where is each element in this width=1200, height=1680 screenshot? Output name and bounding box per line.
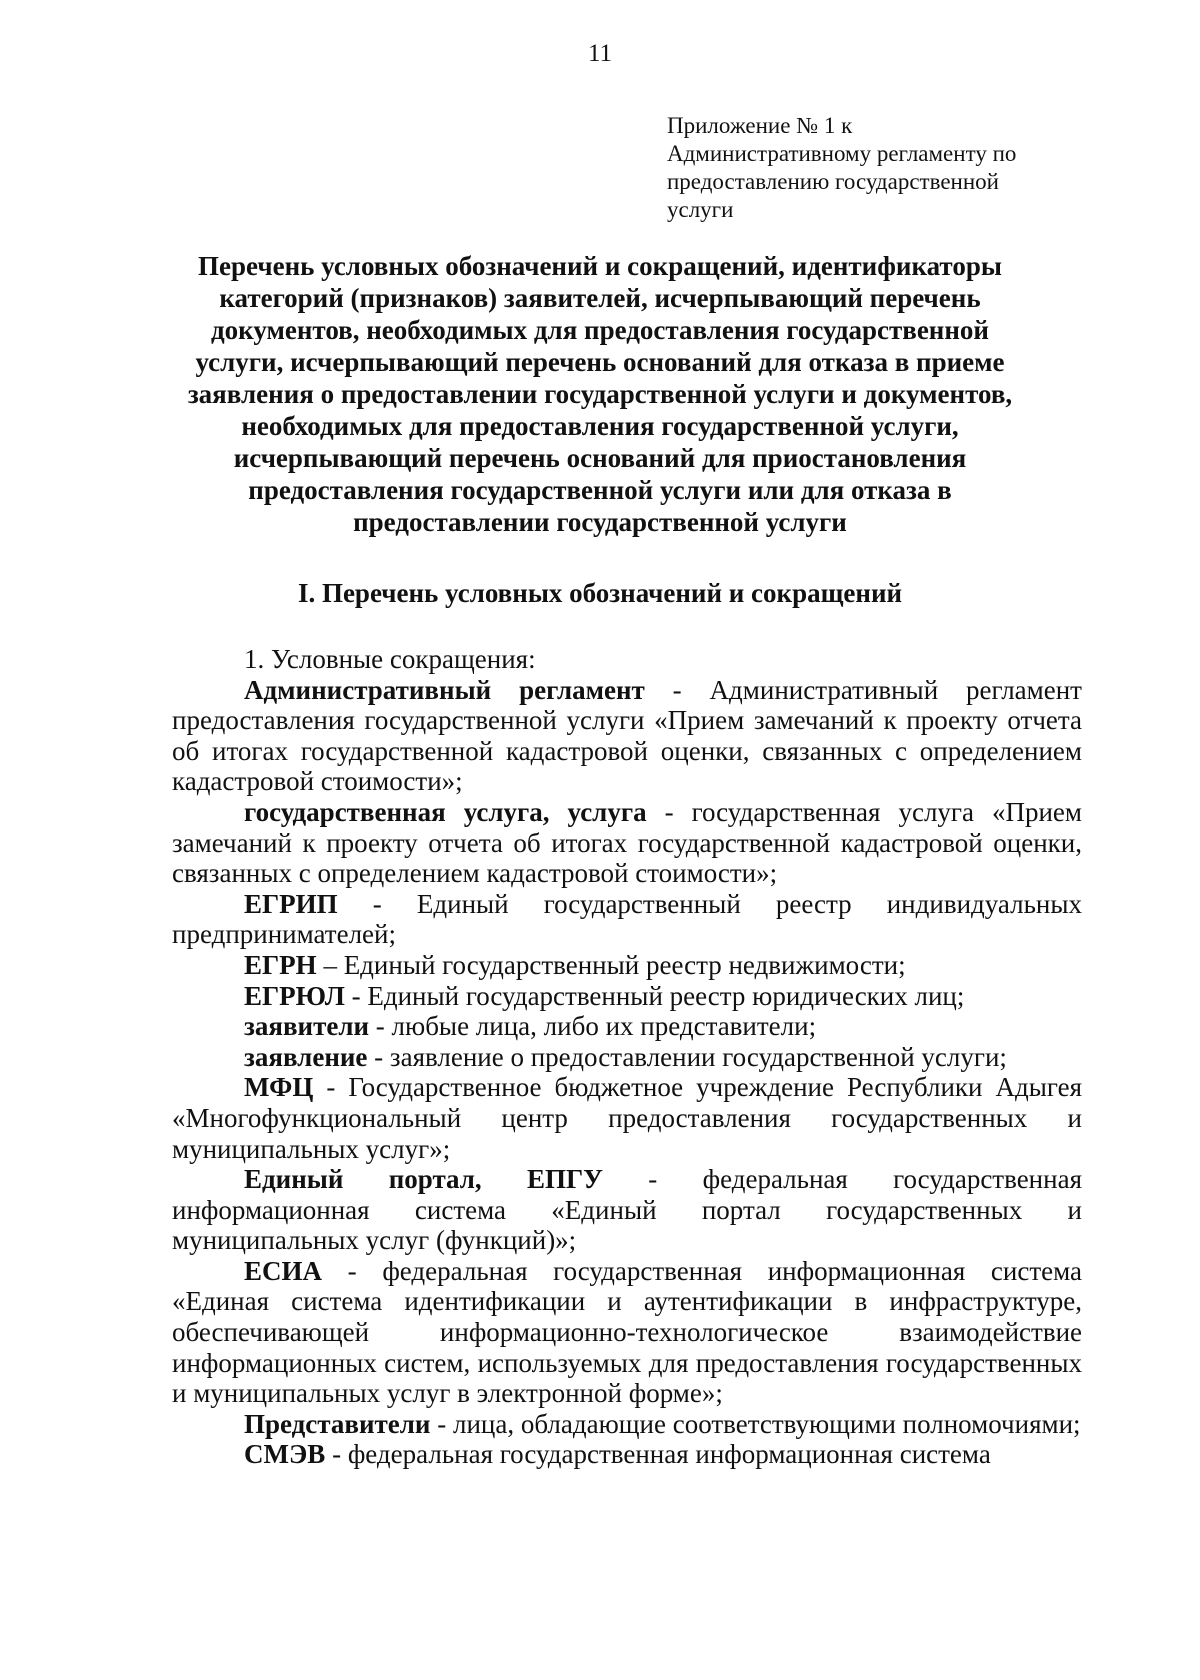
definition-text: федеральная государственная информационная система xyxy=(347,1439,991,1470)
title-line: предоставления государственной услуги или для отказа в xyxy=(248,475,952,505)
definition-item xyxy=(172,950,1082,981)
definition-separator: – xyxy=(316,949,344,980)
intro-line: 1. Условные сокращения: xyxy=(244,644,536,674)
definition-text: государственная услуга «Прием замечаний к проекту отчета об итогах государственной кадастровой оценки, связанных с определением кадастровой стоимости»; xyxy=(172,796,1082,889)
definition-text: лица, обладающие соответствующими полномочиями; xyxy=(452,1408,1081,1439)
definition-term: государственная услуга, услуга xyxy=(244,796,647,827)
title-line: заявления о предоставлении государственной услуги и документов, xyxy=(187,379,1013,409)
definition-item xyxy=(172,889,1082,950)
definition-item xyxy=(172,1011,1082,1042)
definition-term: ЕГРИП xyxy=(244,888,338,919)
definition-item xyxy=(172,1409,1082,1440)
definition-separator: - xyxy=(644,674,710,705)
definition-term: заявление xyxy=(244,1041,368,1072)
definition-separator: - xyxy=(344,980,368,1011)
definition-term: МФЦ xyxy=(244,1072,314,1103)
definition-item xyxy=(172,1439,1082,1470)
definition-text: Единый государственный реестр недвижимости; xyxy=(343,949,906,980)
definition-text: федеральная государственная информационная система «Единая система идентификации и аутентификации в инфраструктуре, обеспечивающей информационно-технологическое взаимодействие информационных систем, используемых для предоставления государственных и муниципальных услуг в электронной форме»; xyxy=(172,1255,1082,1409)
document-title xyxy=(150,250,1050,538)
definition-separator: - xyxy=(602,1164,703,1195)
definition-item xyxy=(172,1256,1082,1409)
definition-term: СМЭВ xyxy=(244,1439,326,1470)
title-line: услуги, исчерпывающий перечень оснований для отказа в приеме xyxy=(195,347,1005,377)
definition-text: Государственное бюджетное учреждение Республики Адыгея «Многофункциональный центр предоставления государственных и муниципальных услуг»; xyxy=(172,1072,1082,1164)
definition-text: заявление о предоставлении государственной услуги; xyxy=(389,1041,1007,1072)
definition-text: федеральная государственная информационная система «Единый портал государственных и муниципальных услуг (функций)»; xyxy=(172,1164,1082,1256)
definition-item xyxy=(172,1072,1082,1164)
appendix-note xyxy=(667,112,1107,224)
appendix-line: Административному регламенту по xyxy=(667,141,1017,166)
definition-text: любые лица, либо их представители; xyxy=(391,1011,817,1042)
definition-text: Административный регламент предоставления государственной услуги «Прием замечаний к проекту отчета об итогах государственной кадастровой оценки, связанных с определением кадастровой стоимости»; xyxy=(172,674,1082,797)
appendix-line: услуги xyxy=(667,197,734,222)
title-line: исчерпывающий перечень оснований для приостановления xyxy=(233,443,967,473)
definition-term: заявители xyxy=(244,1011,370,1042)
definition-separator: - xyxy=(322,1255,383,1286)
page-number: 11 xyxy=(587,40,613,67)
appendix-line: предоставлению государственной xyxy=(667,169,999,194)
definition-separator: - xyxy=(337,888,417,919)
title-line: Перечень условных обозначений и сокращений, идентификаторы xyxy=(198,251,1002,281)
definition-text: Единый государственный реестр индивидуальных предпринимателей; xyxy=(172,888,1082,950)
definition-text: Единый государственный реестр юридических лиц; xyxy=(367,980,965,1011)
definition-term: ЕГРЮЛ xyxy=(244,980,345,1011)
definition-separator: - xyxy=(369,1011,392,1042)
title-line: категорий (признаков) заявителей, исчерпывающий перечень xyxy=(219,283,981,313)
definition-term: Административный регламент xyxy=(244,674,645,705)
title-line: необходимых для предоставления государственной услуги, xyxy=(241,411,959,441)
definition-separator: - xyxy=(646,796,692,827)
definition-item xyxy=(172,1042,1082,1073)
title-line: документов, необходимых для предоставления государственной xyxy=(211,315,989,345)
section-heading: I. Перечень условных обозначений и сокращений xyxy=(297,578,903,608)
definitions-body xyxy=(172,644,1082,1470)
definition-separator: - xyxy=(367,1041,390,1072)
definition-term: ЕСИА xyxy=(244,1255,323,1286)
definition-term: ЕГРН xyxy=(244,949,317,980)
definition-separator: - xyxy=(313,1072,349,1103)
definition-term: Единый портал, ЕПГУ xyxy=(244,1164,603,1195)
definition-item xyxy=(172,981,1082,1012)
appendix-line: Приложение № 1 к xyxy=(667,113,853,138)
definition-term: Представители xyxy=(244,1408,431,1439)
title-line: предоставлении государственной услуги xyxy=(353,507,847,537)
definition-item xyxy=(172,797,1082,889)
definition-item xyxy=(172,1164,1082,1256)
definition-separator: - xyxy=(325,1439,348,1470)
definition-item xyxy=(172,675,1082,797)
definition-separator: - xyxy=(430,1408,453,1439)
